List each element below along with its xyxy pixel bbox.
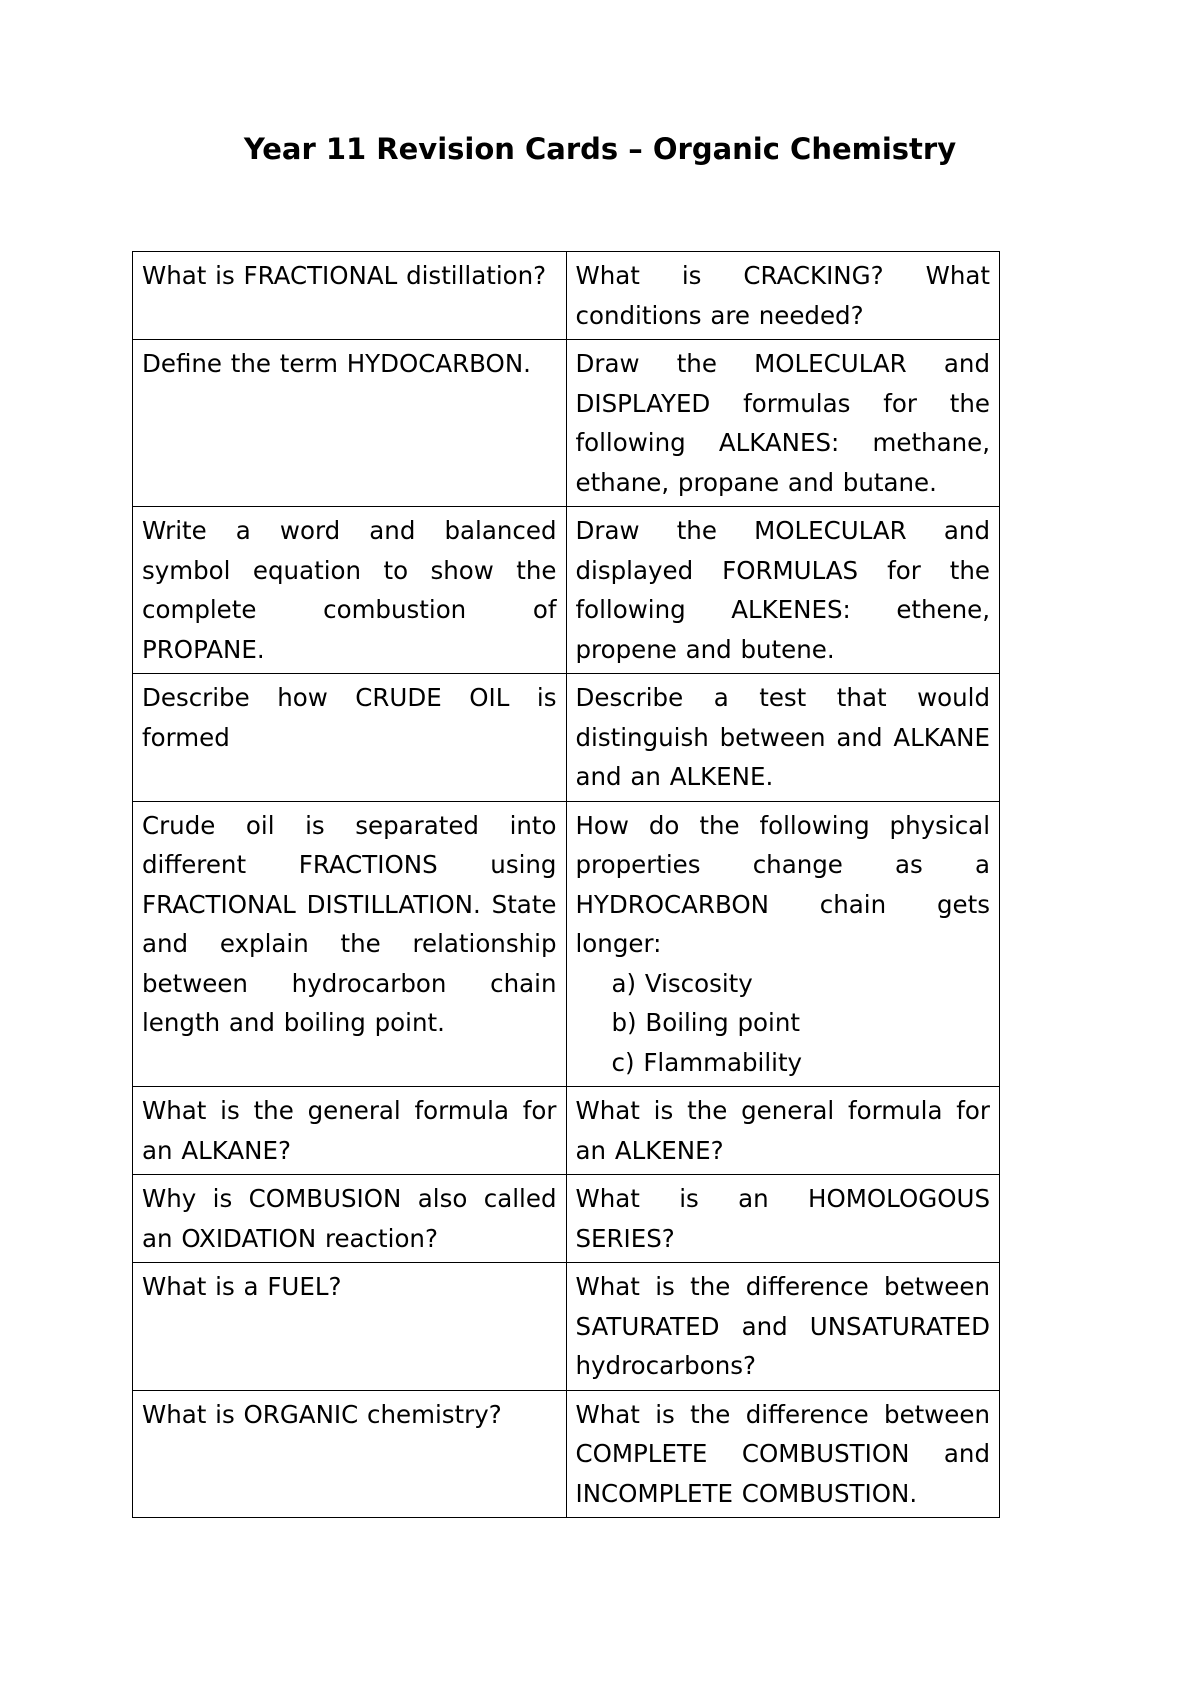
page-title: Year 11 Revision Cards – Organic Chemistry: [243, 132, 957, 166]
card: [133, 1175, 567, 1263]
card: [133, 674, 567, 802]
table-row: [133, 674, 1000, 802]
table-row: [133, 1087, 1000, 1175]
card-text: What is the general formula for an ALKANE?: [142, 1096, 557, 1165]
card: [566, 252, 1000, 340]
card: [133, 340, 567, 507]
card-text: Describe how CRUDE OIL is formed: [142, 683, 557, 752]
card-text: What is an HOMOLOGOUS SERIES?: [575, 1184, 990, 1253]
card: [566, 801, 1000, 1087]
card: [566, 1087, 1000, 1175]
card: [133, 252, 567, 340]
list-item: b) Boiling point: [611, 1008, 800, 1037]
card-text: What is FRACTIONAL distillation?: [142, 261, 547, 290]
card: [566, 507, 1000, 674]
property-list: [576, 964, 991, 1083]
table-row: [133, 1175, 1000, 1263]
card-text: Describe a test that would distinguish between and ALKANE and an ALKENE.: [575, 683, 990, 791]
list-item: c) Flammability: [611, 1047, 803, 1077]
table-row: [133, 1390, 1000, 1518]
card: [566, 1175, 1000, 1263]
table-row: [133, 1263, 1000, 1391]
card-text: Crude oil is separated into different FRACTIONS using FRACTIONAL DISTILLATION. State and explain the relationship between hydrocarbon chain length and boiling point.: [142, 810, 557, 1037]
card: [133, 507, 567, 674]
card: [133, 1087, 567, 1175]
card-text: What is CRACKING? What conditions are needed?: [575, 261, 990, 330]
list-item: a) Viscosity: [611, 968, 753, 998]
table-row: [133, 340, 1000, 507]
table-row: [133, 507, 1000, 674]
revision-cards-table: [132, 251, 1000, 1518]
card: [566, 674, 1000, 802]
card: [566, 1390, 1000, 1518]
card-text: Write a word and balanced symbol equation to show the complete combustion of PROPANE.: [142, 516, 557, 664]
card: [566, 340, 1000, 507]
card: [133, 801, 567, 1087]
card-text: Draw the MOLECULAR and DISPLAYED formulas for the following ALKANES: methane, ethane, propane and butane.: [575, 349, 990, 497]
card: [566, 1263, 1000, 1391]
card: [133, 1263, 567, 1391]
card: [133, 1390, 567, 1518]
card-text: Define the term HYDOCARBON.: [142, 349, 531, 378]
card-text: What is the general formula for an ALKENE?: [575, 1096, 990, 1165]
card-text: What is the difference between SATURATED and UNSATURATED hydrocarbons?: [575, 1272, 990, 1380]
card-text: Why is COMBUSION also called an OXIDATION reaction?: [142, 1184, 557, 1253]
card-text: How do the following physical properties change as a HYDROCARBON chain gets longer:: [575, 810, 990, 958]
card-text: What is a FUEL?: [142, 1272, 342, 1301]
card-text: What is ORGANIC chemistry?: [142, 1399, 502, 1429]
card-text: What is the difference between COMPLETE COMBUSTION and INCOMPLETE COMBUSTION.: [575, 1399, 990, 1508]
card-text: Draw the MOLECULAR and displayed FORMULAS for the following ALKENES: ethene, propene and butene.: [575, 516, 990, 664]
table-row: [133, 801, 1000, 1087]
table-row: [133, 252, 1000, 340]
